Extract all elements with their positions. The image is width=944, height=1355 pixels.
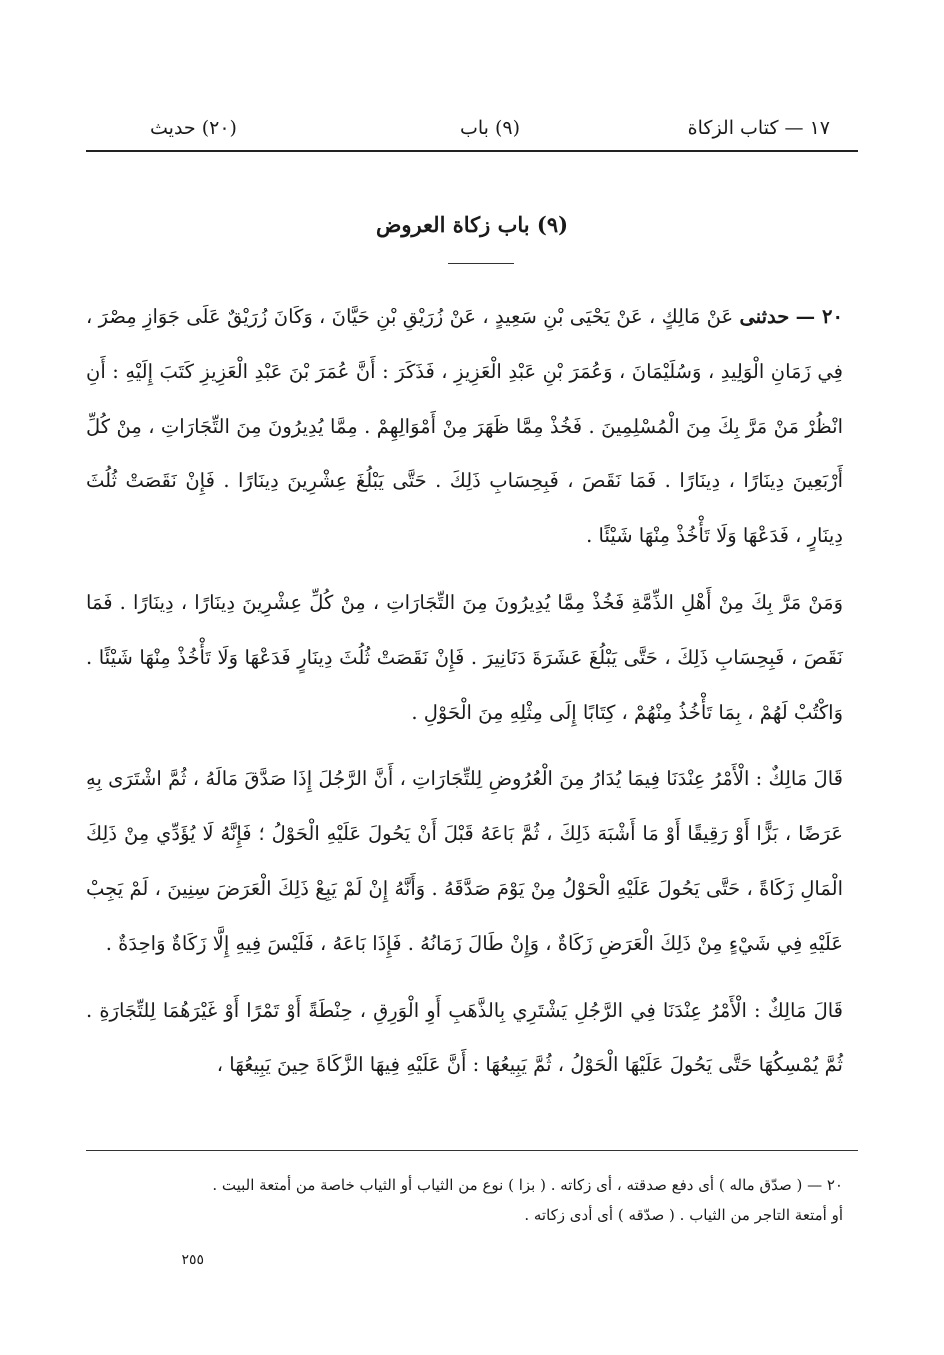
title-divider xyxy=(448,263,514,264)
hadith-paragraph-1 xyxy=(86,290,843,564)
hadith-paragraph-2: وَمَنْ مَرَّ بِكَ مِنْ أَهْلِ الذِّمَّةِ فَخُذْ مِمَّا يُدِيرُونَ مِنَ التِّجَارَاتِ ، مِنْ كُلِّ عِشْرِينَ دِينَارًا ، دِينَارًا . فَمَا نَقَصَ ، فَبِحِسَابِ ذَلِكَ ، حَتَّى يَبْلُغَ عَشَرَةَ دَنَانِيرَ . فَإِنْ نَقَصَتْ ثُلُثَ دِينَارٍ فَدَعْهَا وَلَا تَأْخُذْ مِنْهَا شَيْئًا . وَاكْتُبْ لَهُمْ ، بِمَا تَأْخُذُ مِنْهُمْ ، كِتَابًا إِلَى مِثْلِهِ مِنَ الْحَوْلِ . xyxy=(86,590,843,724)
running-header xyxy=(150,112,830,144)
footnote-line-1: ٢٠ — ( صدّق ماله ) أى دفع صدقته ، أى زكاته . ( بزا ) نوع من الثياب أو الثياب خاصة من أمتعة البيت . xyxy=(212,1176,843,1194)
hadith-text-1: عَنْ مَالِكٍ ، عَنْ يَحْيَى بْنِ سَعِيدٍ ، عَنْ زُرَيْقِ بْنِ حَيَّانَ ، وَكَانَ زُرَيْقٌ عَلَى جَوَازِ مِصْرَ ، فِي زَمَانِ الْوَلِيدِ ، وَسُلَيْمَانَ ، وَعُمَرَ بْنِ عَبْدِ الْعَزِيزِ ، فَذَكَرَ : أَنَّ عُمَرَ بْنَ عَبْدِ الْعَزِيزِ كَتَبَ إِلَيْهِ : أَنِ انْظُرْ مَنْ مَرَّ بِكَ مِنَ الْمُسْلِمِينَ . فَخُذْ مِمَّا ظَهَرَ مِنْ أَمْوَالِهِمْ . مِمَّا يُدِيرُونَ مِنَ التِّجَارَاتِ ، مِنْ كُلِّ أَرْبَعِينَ دِينَارًا ، دِينَارًا . فَمَا نَقَصَ ، فَبِحِسَابِ ذَلِكَ . حَتَّى يَبْلُغَ عِشْرِينَ دِينَارًا . فَإِنْ نَقَصَتْ ثُلُثَ دِينَارٍ ، فَدَعْهَا وَلَا تَأْخُذْ مِنْهَا شَيْئًا . xyxy=(86,305,843,548)
hadith-body xyxy=(86,290,843,1093)
footnote-divider xyxy=(86,1150,858,1151)
hadith-paragraph-3: قَالَ مَالِكٌ : الْأَمْرُ عِنْدَنَا فِيمَا يُدَارُ مِنَ الْعُرُوضِ لِلتِّجَارَاتِ ، أَنَّ الرَّجُلَ إِذَا صَدَّقَ مَالَهُ ، ثُمَّ اشْتَرَى بِهِ عَرَضًا ، بَزًّا أَوْ رَقِيقًا أَوْ مَا أَشْبَهَ ذَلِكَ ، ثُمَّ بَاعَهُ قَبْلَ أَنْ يَحُولَ عَلَيْهِ الْحَوْلُ ؛ فَإِنَّهُ لَا يُؤَدِّي مِنْ ذَلِكَ الْمَالِ زَكَاةً ، حَتَّى يَحُولَ عَلَيْهِ الْحَوْلُ مِنْ يَوْمَ صَدَّقَهُ . وَأَنَّهُ إِنْ لَمْ يَبِعْ ذَلِكَ الْعَرَضَ سِنِينَ ، لَمْ يَجِبْ عَلَيْهِ فِي شَيْءٍ مِنْ ذَلِكَ الْعَرَضِ زَكَاةٌ ، وَإِنْ طَالَ زَمَانُهُ . فَإِذَا بَاعَهُ ، فَلَيْسَ فِيهِ إِلَّا زَكَاةٌ وَاحِدَةٌ . xyxy=(86,767,843,955)
header-hadith-number: (٢٠) حديث xyxy=(150,117,237,139)
header-chapter-number: (٩) باب xyxy=(459,117,521,139)
hadith-lead-word: حدثنى xyxy=(739,305,790,328)
header-divider xyxy=(86,150,858,152)
page-number: ٢٥٥ xyxy=(181,1252,204,1268)
header-book-title: ١٧ — كتاب الزكاة xyxy=(687,117,830,139)
hadith-paragraph-4: قَالَ مَالِكٌ : الْأَمْرُ عِنْدَنَا فِي الرَّجُلِ يَشْتَرِي بِالذَّهَبِ أَوِ الْوَرِقِ ، حِنْطَةً أَوْ تَمْرًا أَوْ غَيْرَهُمَا لِلتِّجَارَةِ . ثُمَّ يُمْسِكُهَا حَتَّى يَحُولَ عَلَيْهَا الْحَوْلُ ، ثُمَّ يَبِيعُهَا : أَنَّ عَلَيْهِ فِيهَا الزَّكَاةَ حِينَ يَبِيعُهَا ، xyxy=(86,998,843,1077)
hadith-number: ٢٠ — xyxy=(795,305,843,328)
footnote-line-2: أو أمتعة التاجر من الثياب . ( صدّقه ) أى أدى زكاته . xyxy=(524,1206,843,1224)
chapter-title: (٩) باب زكاة العروض xyxy=(375,212,569,237)
footnotes xyxy=(86,1170,843,1230)
